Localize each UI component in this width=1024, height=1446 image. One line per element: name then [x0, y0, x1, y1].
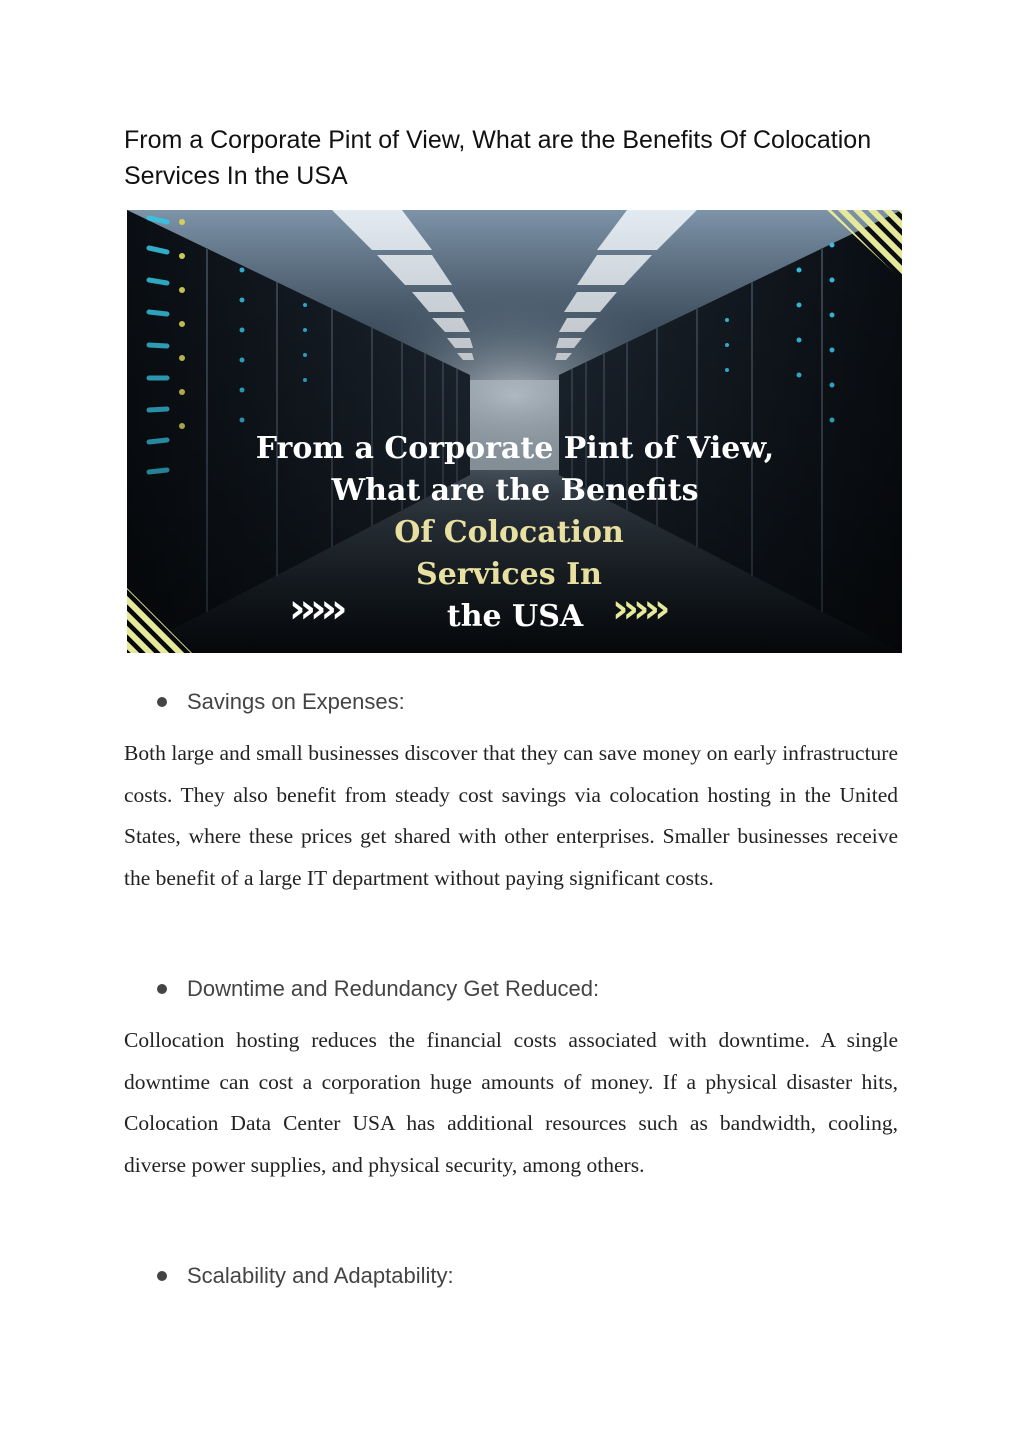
- section-heading-text: Downtime and Redundancy Get Reduced:: [187, 976, 600, 1001]
- section-heading-scalability: [155, 1261, 454, 1291]
- hero-line-3: Of Colocation: [394, 515, 624, 550]
- section-heading-text: Scalability and Adaptability:: [187, 1263, 454, 1288]
- section-body-savings: Both large and small businesses discover that they can save money on early infrastructure costs. They also benefit from steady cost savings via colocation hosting in the United States, where these prices get shared with other enterprises. Smaller businesses receive the benefit of a large IT department without paying significant costs.: [124, 741, 898, 890]
- bullet-icon: [157, 984, 167, 994]
- data-center-illustration: [127, 210, 902, 653]
- hero-line-5: the USA: [446, 599, 584, 634]
- bullet-icon: [157, 1271, 167, 1281]
- hero-line-2: What are the Benefits: [331, 473, 699, 508]
- section-heading-downtime: [155, 974, 599, 1004]
- section-heading-savings: [155, 687, 405, 717]
- section-body-downtime: Collocation hosting reduces the financial costs associated with downtime. A single downtime can cost a corporation huge amounts of money. If a physical disaster hits, Colocation Data Center USA has additional resources such as bandwidth, cooling, diverse power supplies, and physical security, among others.: [124, 1028, 898, 1177]
- chevrons-left-icon: ›››››: [289, 586, 342, 632]
- bullet-icon: [157, 697, 167, 707]
- hero-line-4: Services In: [416, 557, 602, 592]
- hero-image: [127, 210, 902, 653]
- chevrons-right-icon: ›››››: [612, 586, 665, 632]
- hero-line-1: From a Corporate Pint of View,: [255, 431, 775, 466]
- page-title: From a Corporate Pint of View, What are the Benefits Of Colocation Services In the USA: [124, 126, 872, 190]
- section-heading-text: Savings on Expenses:: [187, 689, 405, 714]
